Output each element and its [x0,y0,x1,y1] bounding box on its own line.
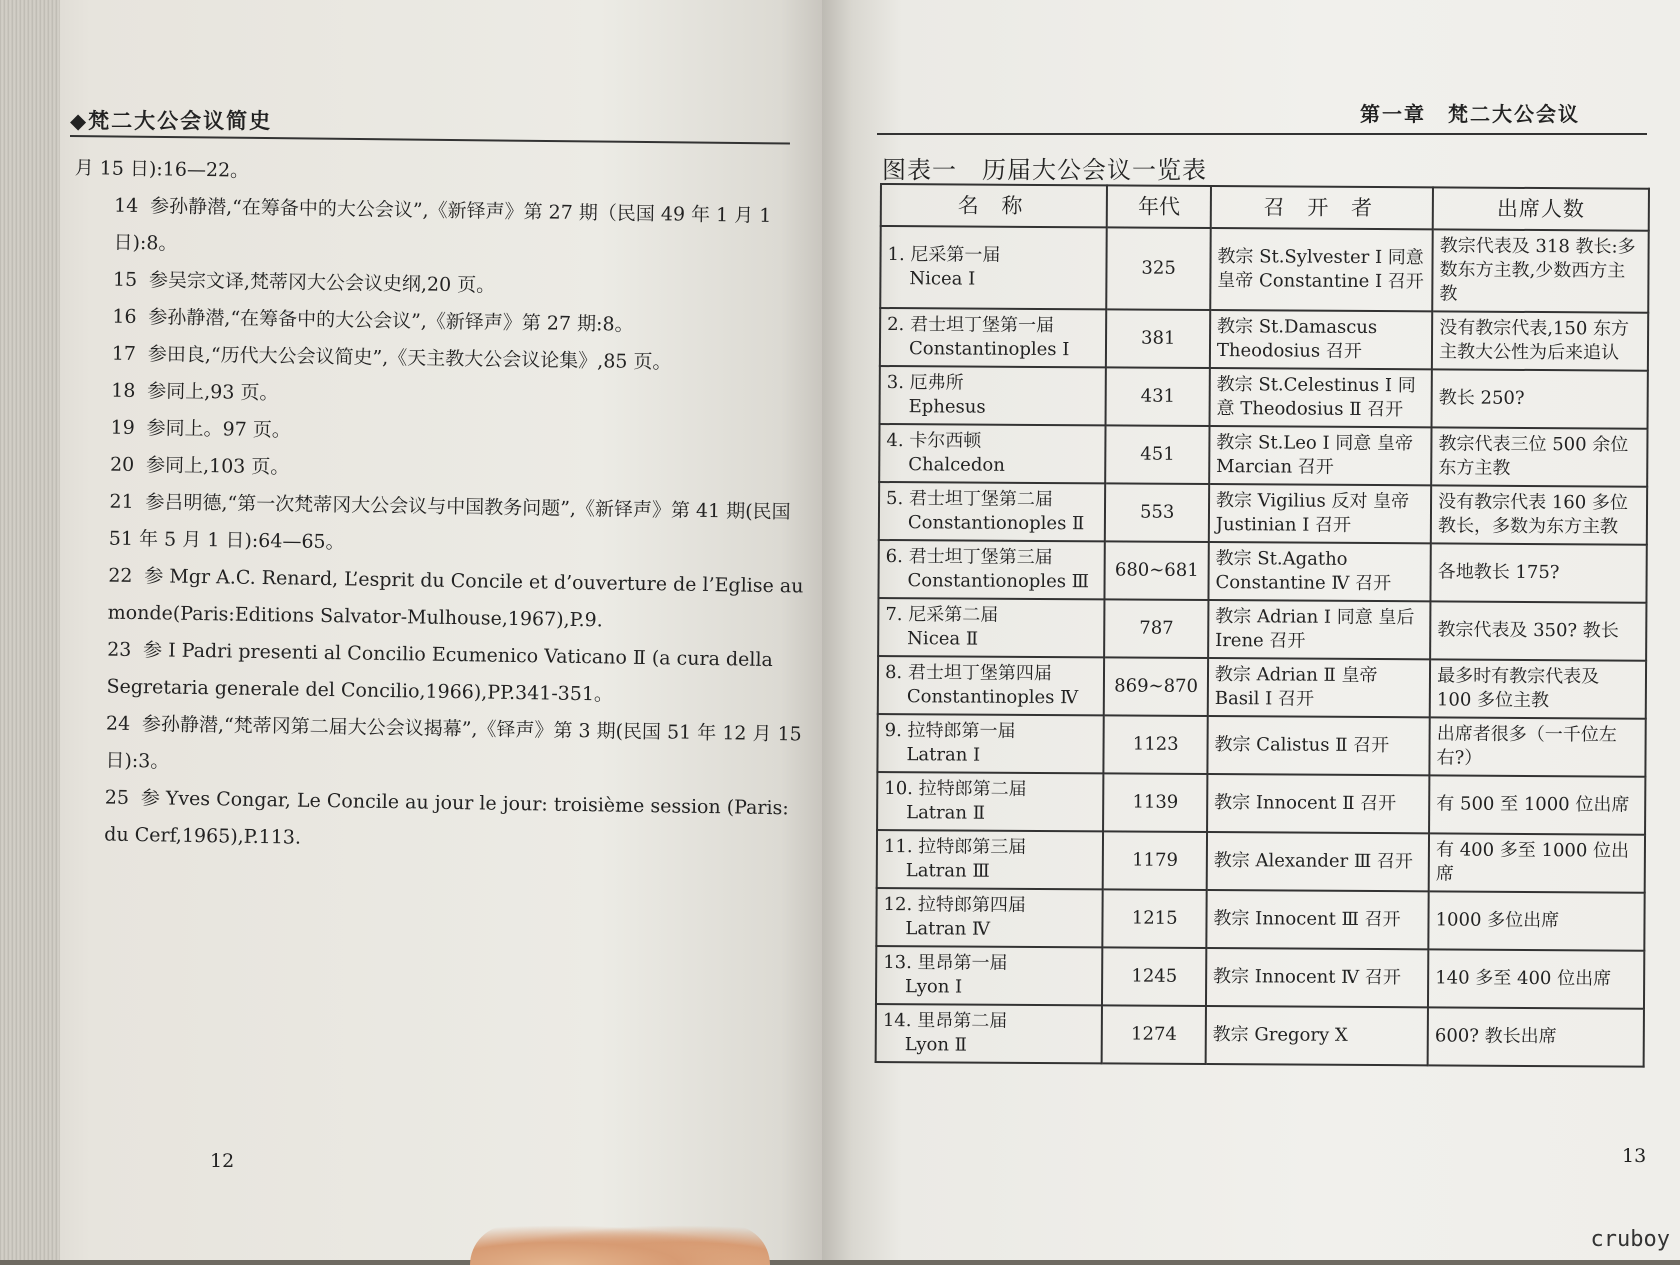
council-name-latin: Latran Ⅰ [906,744,981,766]
page-edge [0,0,60,1260]
year-cell: 787 [1105,599,1209,658]
endnote-number: 15 [112,268,138,291]
table-row [877,830,1645,893]
year-cell: 553 [1105,483,1209,542]
council-name-zh: 4. 卡尔西顿 [886,430,982,452]
year-cell: 680~681 [1105,541,1209,600]
council-name-zh: 11. 拉特郎第三届 [883,836,1027,858]
table-row [880,308,1648,371]
convener-cell: 教宗 St.Celestinus Ⅰ 同意 Theodosius Ⅱ 召开 [1209,368,1432,427]
attendance-cell: 600? 教长出席 [1428,1007,1644,1066]
endnote-number: 14 [113,194,139,218]
endnote [69,483,810,569]
endnote-number: 16 [112,305,137,328]
endnote-text: 参 I Padri presenti al Concilio Ecumenico Vaticano Ⅱ (a cura della Segretaria generale del Concilio,1966),PP.341-351。 [106,639,774,706]
council-name-zh: 6. 君士坦丁堡第三届 [885,546,1053,569]
watermark: cruboy [1590,1227,1670,1252]
attendance-cell: 出席者很多（一千位左右?） [1430,717,1646,776]
attendance-cell: 教长 250? [1432,369,1648,428]
endnote [66,631,807,717]
convener-cell: 教宗 Innocent Ⅱ 召开 [1207,774,1430,833]
council-name-cell [879,424,1106,483]
convener-cell: 教宗 Calistus Ⅱ 召开 [1207,716,1430,775]
convener-cell: 教宗 St.Sylvester Ⅰ 同意 皇帝 Constantine Ⅰ 召开 [1210,228,1433,311]
council-name-latin: Constantinoples Ⅰ [908,338,1070,361]
council-name-zh: 10. 拉特郎第二届 [884,778,1027,800]
endnote-text: 参同上。97 页。 [146,417,292,442]
council-name-zh: 3. 厄弗所 [886,372,964,394]
council-name-latin: Constantionoples Ⅲ [907,570,1090,593]
council-name-zh: 12. 拉特郎第四届 [883,894,1027,916]
council-name-latin: Constantinoples Ⅳ [906,686,1079,709]
council-name-cell [876,888,1103,947]
year-cell: 451 [1106,425,1210,484]
endnote-number: 20 [109,453,135,476]
convener-cell: 教宗 Adrian Ⅱ 皇帝 Basil Ⅰ 召开 [1208,658,1431,717]
council-name-cell [878,656,1105,715]
council-name-cell [880,366,1107,425]
council-name-cell [877,714,1104,773]
attendance-cell: 有 400 多至 1000 位出席 [1429,833,1645,892]
council-name-zh: 9. 拉特郎第一届 [884,720,1016,742]
endnote [64,779,805,865]
endnote-text: 参孙静潜,“在筹备中的大公会议”,《新铎声》第 27 期（民国 49 年 1 月 1 日):8。 [113,195,772,255]
page-number-left: 12 [210,1150,235,1172]
councils-table [875,183,1650,1068]
table-caption: 图表一 历届大公会议一览表 [882,156,1207,184]
convener-cell: 教宗 Alexander Ⅲ 召开 [1207,832,1430,891]
council-name-latin: Lyon Ⅱ [904,1034,968,1056]
year-cell: 1123 [1104,715,1208,774]
year-cell: 1139 [1103,773,1207,832]
council-name-latin: Ephesus [908,396,986,418]
council-name-cell [878,540,1105,599]
endnote-number: 24 [105,712,131,735]
table-row [876,888,1644,951]
year-cell: 381 [1106,309,1210,368]
table-row [878,656,1646,719]
endnote-text: 参田良,“历代大公会议简史”,《天主教大公会议论集》,85 页。 [147,343,672,374]
running-header-right: 第一章 梵二大公会议 [1360,102,1580,126]
council-name-zh: 7. 尼采第二届 [885,604,999,626]
attendance-cell: 最多时有教宗代表及 100 多位主教 [1430,659,1646,718]
table-row [879,482,1647,545]
council-name-zh: 14. 里昂第二届 [882,1010,1008,1032]
council-name-latin: Constantionoples Ⅱ [907,512,1085,535]
endnotes [64,150,815,865]
endnote-text: 参孙静潜,“在筹备中的大公会议”,《新铎声》第 27 期:8。 [148,306,634,336]
endnote-number: 22 [108,564,133,587]
attendance-cell: 教宗代表及 350? 教长 [1430,601,1646,660]
endnote-text: 月 15 日):16—22。 [74,156,250,182]
attendance-cell: 教宗代表三位 500 余位东方主教 [1431,427,1647,486]
column-header: 名 称 [881,184,1108,227]
table-header-row [881,184,1649,231]
convener-cell: 教宗 Vigilius 反对 皇帝 Justinian Ⅰ 召开 [1209,484,1432,543]
endnote-number: 18 [111,379,136,402]
column-header: 年代 [1107,185,1211,228]
year-cell: 1179 [1103,831,1207,890]
council-name-cell [876,1004,1103,1063]
table-row [876,946,1644,1009]
council-name-cell [879,482,1106,541]
year-cell: 1215 [1103,889,1207,948]
endnote-number: 17 [111,342,137,365]
page-number-right: 13 [1622,1145,1647,1167]
table-row [876,1004,1644,1067]
left-page [0,0,822,1260]
council-name-zh: 13. 里昂第一届 [883,952,1008,974]
council-name-cell [880,226,1107,309]
endnote [65,705,806,791]
council-name-latin: Latran Ⅳ [905,918,991,940]
council-name-zh: 5. 君士坦丁堡第二届 [886,488,1054,511]
council-name-latin: Nicea Ⅰ [909,268,976,290]
endnote-text: 参 Yves Congar, Le Concile au jour le jour: troisième session (Paris: du Cerf,1965),P.113. [104,787,789,849]
convener-cell: 教宗 Innocent Ⅲ 召开 [1206,890,1429,949]
council-name-zh: 1. 尼采第一届 [887,244,1001,266]
attendance-cell: 140 多至 400 位出席 [1428,949,1644,1008]
table-row [880,226,1648,313]
council-name-zh: 8. 君士坦丁堡第四届 [884,662,1052,685]
column-header: 召 开 者 [1211,186,1433,229]
endnote [73,187,814,273]
attendance-cell: 教宗代表及 318 教长:多数东方主教,少数西方主教 [1432,229,1648,312]
endnote-text: 参同上,93 页。 [147,380,279,405]
table-row [877,714,1645,777]
table-row [878,598,1646,661]
endnote-text: 参吕明德,“第一次梵蒂冈大公会议与中国教务问题”,《新铎声》第 41 期(民国 51 年 5 月 1 日):64—65。 [108,491,791,554]
council-name-cell [880,308,1107,367]
year-cell: 325 [1107,227,1211,310]
convener-cell: 教宗 St.Leo Ⅰ 同意 皇帝 Marcian 召开 [1209,426,1432,485]
year-cell: 1274 [1102,1005,1206,1064]
endnote-text: 参吴宗文译,梵蒂冈大公会议史纲,20 页。 [148,269,496,297]
table-row [877,772,1645,835]
column-header: 出席人数 [1433,187,1649,230]
year-cell: 1245 [1102,947,1206,1006]
attendance-cell: 各地教长 175? [1431,543,1647,602]
attendance-cell: 1000 多位出席 [1428,891,1644,950]
endnote [67,557,808,643]
council-name-zh: 2. 君士坦丁堡第一届 [887,314,1055,337]
endnote-number: 21 [109,490,134,513]
endnote-text: 参同上,103 页。 [145,454,290,479]
council-name-cell [876,946,1103,1005]
endnote-text: 参 Mgr A.C. Renard, L’esprit du Concile et d’ouverture de l’Eglise au monde(Paris:Editions Salvator-Mulhouse,1967),P.9. [107,565,804,632]
council-name-latin: Nicea Ⅱ [907,628,979,650]
attendance-cell: 有 500 至 1000 位出席 [1429,775,1645,834]
table-row [880,366,1648,429]
attendance-cell: 没有教宗代表 160 多位教长，多数为东方主教 [1431,485,1647,544]
council-name-latin: Latran Ⅱ [906,802,986,824]
endnote-text: 参孙静潜,“梵蒂冈第二届大公会议揭幕”,《铎声》第 3 期(民国 51 年 12 月 15 日):3。 [105,713,802,773]
council-name-cell [877,830,1104,889]
attendance-cell: 没有教宗代表,150 东方主教大公性为后来追认 [1432,311,1648,370]
endnote-number: 25 [104,786,130,809]
convener-cell: 教宗 St.Agatho Constantine Ⅳ 召开 [1208,542,1431,601]
convener-cell: 教宗 Gregory Ⅹ [1206,1006,1429,1065]
finger-tips [470,1225,770,1265]
convener-cell: 教宗 Adrian Ⅰ 同意 皇后 Irene 召开 [1208,600,1431,659]
convener-cell: 教宗 Innocent Ⅳ 召开 [1206,948,1429,1007]
endnote-number: 23 [106,638,132,661]
table-row [879,424,1647,487]
header-rule [70,135,790,145]
council-name-cell [878,598,1105,657]
council-name-latin: Chalcedon [908,454,1005,476]
convener-cell: 教宗 St.Damascus Theodosius 召开 [1210,310,1433,369]
council-name-latin: Lyon Ⅰ [905,976,963,998]
council-name-cell [877,772,1104,831]
header-rule [877,133,1647,135]
year-cell: 869~870 [1104,657,1208,716]
year-cell: 431 [1106,367,1210,426]
running-header-left: ◆梵二大公会议简史 [70,108,273,133]
right-page [822,0,1680,1260]
endnote-number: 19 [110,416,136,439]
table-row [878,540,1646,603]
council-name-latin: Latran Ⅲ [905,860,990,882]
